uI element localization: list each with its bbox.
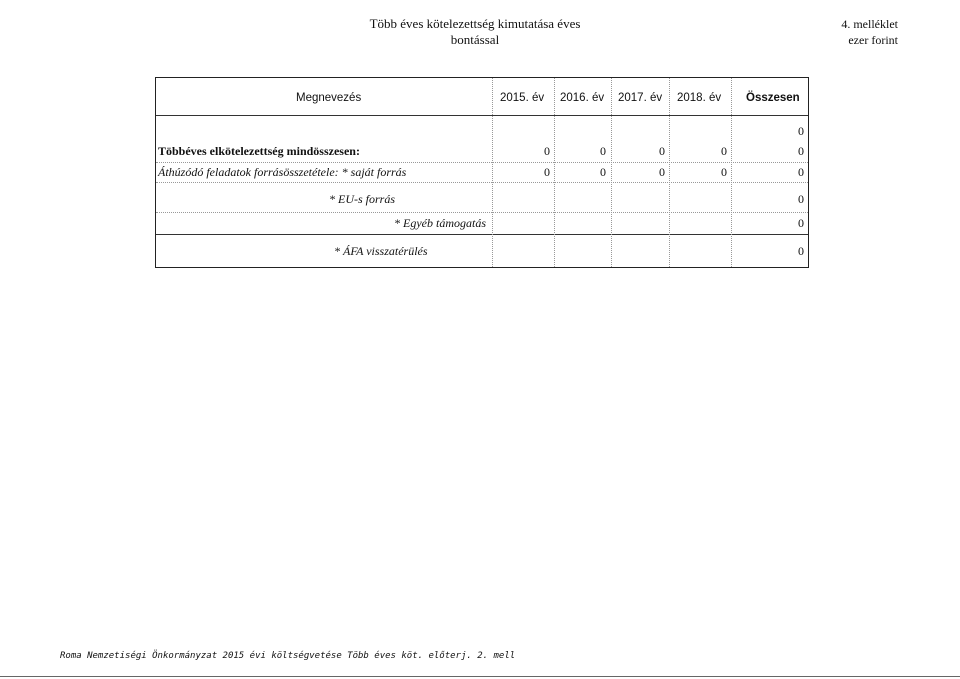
column-header-2016: 2016. év <box>560 92 605 104</box>
row-rule <box>156 234 808 235</box>
column-rule <box>731 78 732 267</box>
column-rule <box>611 78 612 267</box>
column-header-2018: 2018. év <box>677 92 722 104</box>
row-label-vat-refund: * ÁFA visszatérülés <box>334 244 428 258</box>
column-header-name: Megnevezés <box>296 92 362 104</box>
header-rule <box>156 115 808 116</box>
cell-2018: 0 <box>721 144 727 158</box>
row-label-total-obligation: Többéves elkötelezettség mindösszesen: <box>158 144 360 158</box>
cell-total: 0 <box>798 216 804 230</box>
title-line-2: bontással <box>450 32 500 47</box>
column-rule <box>554 78 555 267</box>
unit-label: ezer forint <box>848 33 898 47</box>
title-line-1: Több éves kötelezettség kimutatása éves <box>369 16 581 31</box>
column-header-2015: 2015. év <box>500 92 545 104</box>
cell-total: 0 <box>798 192 804 206</box>
column-rule <box>669 78 670 267</box>
row-label-carryover-sources: Áthúzódó feladatok forrásösszetétele: * saját forrás <box>158 165 407 179</box>
cell-2018: 0 <box>721 165 727 179</box>
document-title <box>330 16 620 48</box>
column-header-total: Összesen <box>746 92 800 104</box>
row-rule <box>156 212 808 213</box>
cell-2015: 0 <box>544 165 550 179</box>
page-bottom-rule <box>0 676 960 677</box>
top-total-cell: 0 <box>798 124 804 138</box>
cell-2017: 0 <box>659 144 665 158</box>
row-rule <box>156 182 808 183</box>
cell-total: 0 <box>798 144 804 158</box>
footer-note: Roma Nemzetiségi Önkormányzat 2015 évi költségvetése Több éves köt. előterj. 2. mell <box>60 651 516 661</box>
cell-2016: 0 <box>600 144 606 158</box>
column-header-2017: 2017. év <box>618 92 663 104</box>
obligation-table <box>155 77 809 268</box>
column-rule <box>492 78 493 267</box>
cell-2016: 0 <box>600 165 606 179</box>
annex-label: 4. melléklet <box>841 17 898 31</box>
row-rule <box>156 162 808 163</box>
cell-2017: 0 <box>659 165 665 179</box>
cell-total: 0 <box>798 244 804 258</box>
row-label-other-support: * Egyéb támogatás <box>394 216 486 230</box>
cell-total: 0 <box>798 165 804 179</box>
cell-2015: 0 <box>544 144 550 158</box>
row-label-eu-source: * EU-s forrás <box>329 192 396 206</box>
annex-info <box>841 16 898 48</box>
